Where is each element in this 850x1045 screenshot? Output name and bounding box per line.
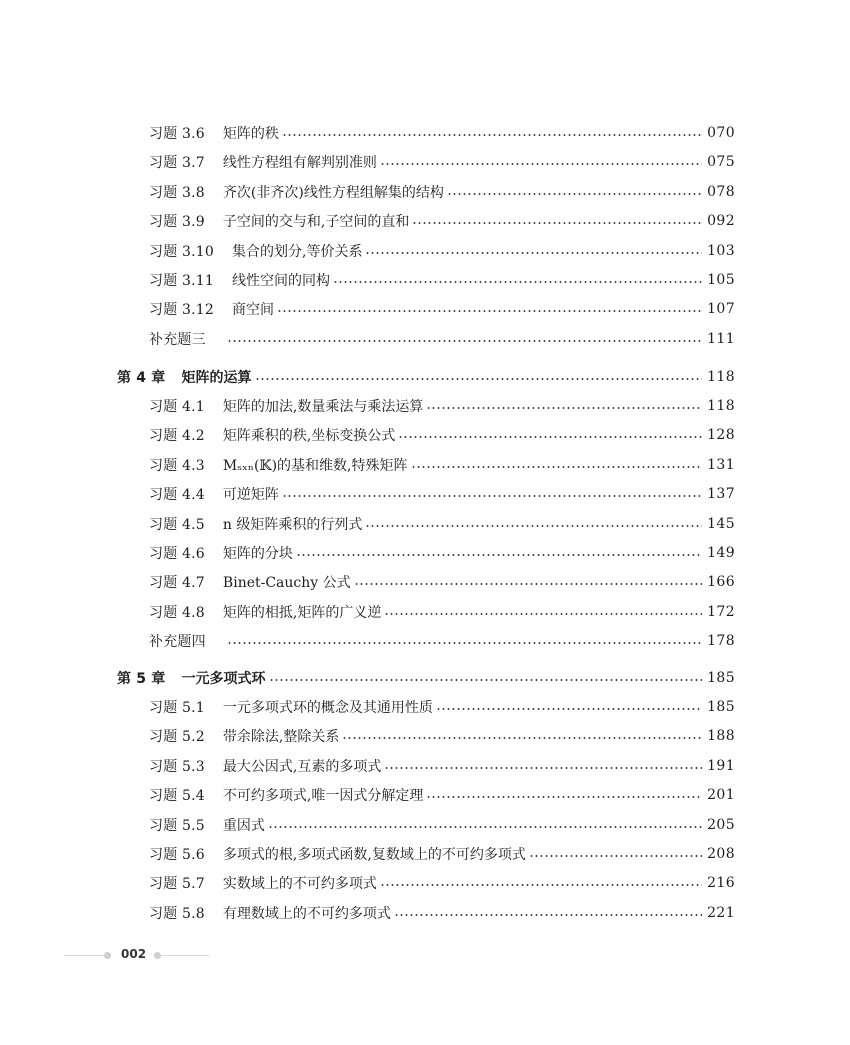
toc-leader-dots	[384, 613, 702, 615]
toc-entry-title: 线性方程组有解判别准则	[222, 155, 377, 172]
footer-rule-right	[161, 955, 209, 956]
toc-entry-number: 习题 5.3	[149, 758, 205, 775]
toc-entry-title: 可逆矩阵	[222, 487, 279, 504]
toc-entry-title: 一元多项式环	[181, 671, 266, 687]
toc-entry-number: 习题 5.5	[149, 817, 205, 834]
toc-page-number: 078	[707, 183, 735, 200]
toc-leader-dots	[282, 495, 702, 497]
toc-entry-title: 矩阵的相抵,矩阵的广义逆	[222, 604, 382, 621]
toc-entry-number: 习题 4.4	[149, 487, 205, 504]
toc-page-number: 205	[707, 816, 735, 833]
toc-entry-number: 习题 3.11	[149, 273, 215, 289]
toc-entry-number: 习题 5.8	[149, 905, 205, 922]
toc-entry-number: 第 5 章	[117, 671, 166, 687]
toc-entry-number: 习题 3.9	[149, 214, 205, 231]
toc-page-number: 070	[707, 125, 735, 141]
toc-entry-number: 习题 4.7	[149, 575, 205, 592]
toc-entry-number: 习题 3.12	[149, 302, 215, 319]
toc-leader-dots	[529, 855, 702, 857]
toc-page-number: 107	[707, 301, 735, 318]
toc-section-row[interactable]	[149, 872, 735, 894]
toc-page-number: 092	[707, 213, 735, 230]
toc-page-number: 172	[707, 603, 735, 620]
toc-section-row[interactable]	[149, 843, 735, 865]
toc-leader-dots	[436, 708, 702, 710]
toc-leader-dots	[426, 796, 702, 798]
toc-leader-dots	[365, 525, 702, 527]
toc-section-row[interactable]	[149, 542, 735, 564]
toc-chapter-row[interactable]	[117, 366, 735, 388]
toc-page-number: 188	[707, 728, 735, 745]
toc-page-number: 118	[707, 369, 735, 385]
toc-page-number: 201	[707, 787, 735, 804]
toc-entry-title: 齐次(非齐次)线性方程组解集的结构	[222, 184, 444, 201]
toc-page-number: 128	[707, 427, 735, 444]
toc-entry-number: 习题 4.1	[149, 399, 205, 415]
toc-leader-dots	[380, 884, 702, 886]
toc-entry-number: 习题 5.7	[149, 876, 205, 893]
toc-leader-dots	[365, 252, 702, 254]
footer-dot-right	[154, 952, 161, 959]
toc-entry-number: 习题 3.10	[149, 243, 215, 260]
toc-entry-title: n 级矩阵乘积的行列式	[222, 516, 363, 533]
toc-page-number: 111	[707, 330, 735, 347]
toc-entry-title: 矩阵的运算	[181, 370, 252, 386]
toc-section-row[interactable]	[149, 725, 735, 747]
footer-dot-left	[104, 952, 111, 959]
toc-entry-number: 习题 3.7	[149, 155, 205, 172]
page-footer	[64, 946, 209, 966]
toc-section-row[interactable]	[149, 483, 735, 505]
toc-page-number: 216	[707, 875, 735, 892]
toc-leader-dots	[384, 767, 702, 769]
toc-section-row[interactable]	[149, 454, 735, 476]
toc-entry-title: 商空间	[232, 302, 275, 319]
toc-section-row[interactable]	[149, 696, 735, 718]
toc-page-number: 118	[707, 398, 735, 414]
toc-leader-dots	[227, 340, 702, 342]
toc-section-row[interactable]	[149, 298, 735, 320]
toc-entry-title: 重因式	[222, 817, 265, 834]
toc-entry-title: 矩阵的分块	[222, 546, 293, 562]
toc-entry-title: 不可约多项式,唯一因式分解定理	[222, 788, 424, 805]
toc-section-row[interactable]	[149, 151, 735, 173]
toc-section-row[interactable]	[149, 784, 735, 806]
toc-page-number: 145	[707, 515, 735, 532]
toc-leader-dots	[268, 826, 702, 828]
toc-entry-number: 习题 4.2	[149, 428, 205, 445]
toc-leader-dots	[398, 436, 702, 438]
toc-chapter-row[interactable]	[117, 667, 735, 689]
toc-entry-title: 矩阵的加法,数量乘法与乘法运算	[222, 399, 424, 415]
toc-page-number: 105	[707, 272, 735, 288]
toc-page-number: 149	[707, 545, 735, 561]
toc-page-number: 137	[707, 486, 735, 503]
toc-entry-number: 习题 4.3	[149, 457, 205, 474]
toc-entry-number: 习题 5.1	[149, 700, 205, 716]
toc-entry-title: Binet-Cauchy 公式	[222, 575, 351, 592]
toc-entry-number: 习题 5.6	[149, 847, 205, 863]
toc-section-row[interactable]	[149, 210, 735, 232]
toc-leader-dots	[269, 679, 703, 681]
toc-page-number: 185	[707, 670, 735, 686]
toc-entry-number: 补充题三	[149, 331, 206, 348]
toc-page-number: 166	[707, 574, 735, 591]
toc-page-number: 103	[707, 242, 735, 259]
toc-entry-number: 习题 5.4	[149, 788, 205, 805]
toc-entry-number: 习题 5.2	[149, 729, 205, 746]
toc-section-row[interactable]	[149, 755, 735, 777]
toc-section-row[interactable]	[149, 181, 735, 203]
toc-section-row[interactable]	[149, 269, 735, 291]
toc-section-row[interactable]	[149, 328, 735, 350]
toc-entry-number: 习题 4.5	[149, 516, 205, 533]
toc-section-row[interactable]	[149, 122, 735, 144]
toc-leader-dots	[412, 222, 702, 224]
toc-entry-number: 习题 3.8	[149, 184, 205, 201]
toc-entry-title: 多项式的根,多项式函数,复数域上的不可约多项式	[222, 847, 526, 863]
toc-leader-dots	[255, 378, 703, 380]
toc-entry-title: 实数域上的不可约多项式	[222, 876, 377, 893]
toc-leader-dots	[394, 914, 702, 916]
toc-entry-number: 习题 4.8	[149, 604, 205, 621]
toc-entry-number: 习题 3.6	[149, 126, 205, 142]
toc-section-row[interactable]	[149, 240, 735, 262]
toc-leader-dots	[380, 163, 702, 165]
toc-section-row[interactable]	[149, 424, 735, 446]
toc-page-number: 191	[707, 757, 735, 774]
toc-page-number: 208	[707, 846, 735, 862]
toc-section-row[interactable]	[149, 571, 735, 593]
toc-leader-dots	[227, 642, 702, 644]
toc-leader-dots	[426, 407, 702, 409]
footer-rule-left	[64, 955, 104, 956]
toc-entry-title: 最大公因式,互素的多项式	[222, 758, 382, 775]
toc-entry-title: Mₛₓₙ(𝕂)的基和维数,特殊矩阵	[222, 457, 408, 474]
toc-section-row[interactable]	[149, 395, 735, 417]
toc-leader-dots	[282, 134, 702, 136]
toc-section-row[interactable]	[149, 601, 735, 623]
toc-entry-title: 矩阵的秩	[222, 126, 279, 142]
toc-leader-dots	[333, 281, 702, 283]
toc-section-row[interactable]	[149, 814, 735, 836]
toc-entry-title: 一元多项式环的概念及其通用性质	[222, 700, 433, 716]
toc-leader-dots	[354, 583, 702, 585]
toc-entry-title: 集合的划分,等价关系	[232, 243, 363, 260]
toc-section-row[interactable]	[149, 902, 735, 924]
toc-page-number: 075	[707, 154, 735, 171]
toc-entry-title: 线性空间的同构	[232, 273, 331, 289]
page-number: 002	[121, 947, 147, 961]
toc-entry-title: 有理数域上的不可约多项式	[222, 905, 391, 922]
toc-entry-title: 子空间的交与和,子空间的直和	[222, 214, 410, 231]
toc-leader-dots	[411, 466, 703, 468]
toc-leader-dots	[277, 310, 702, 312]
toc-entry-title: 矩阵乘积的秩,坐标变换公式	[222, 428, 396, 445]
toc-page-number: 131	[707, 456, 735, 473]
toc-section-row[interactable]	[149, 513, 735, 535]
toc-page-number: 178	[707, 633, 735, 650]
toc-entry-number: 第 4 章	[117, 370, 166, 386]
toc-section-row[interactable]	[149, 630, 735, 652]
toc-leader-dots	[447, 193, 702, 195]
toc-leader-dots	[296, 554, 702, 556]
toc-leader-dots	[342, 737, 702, 739]
toc-entry-number: 习题 4.6	[149, 546, 205, 562]
toc-entry-number: 补充题四	[149, 634, 206, 651]
toc-page-number: 221	[707, 904, 735, 921]
toc-entry-title: 带余除法,整除关系	[222, 729, 340, 746]
toc-page-number: 185	[707, 699, 735, 715]
